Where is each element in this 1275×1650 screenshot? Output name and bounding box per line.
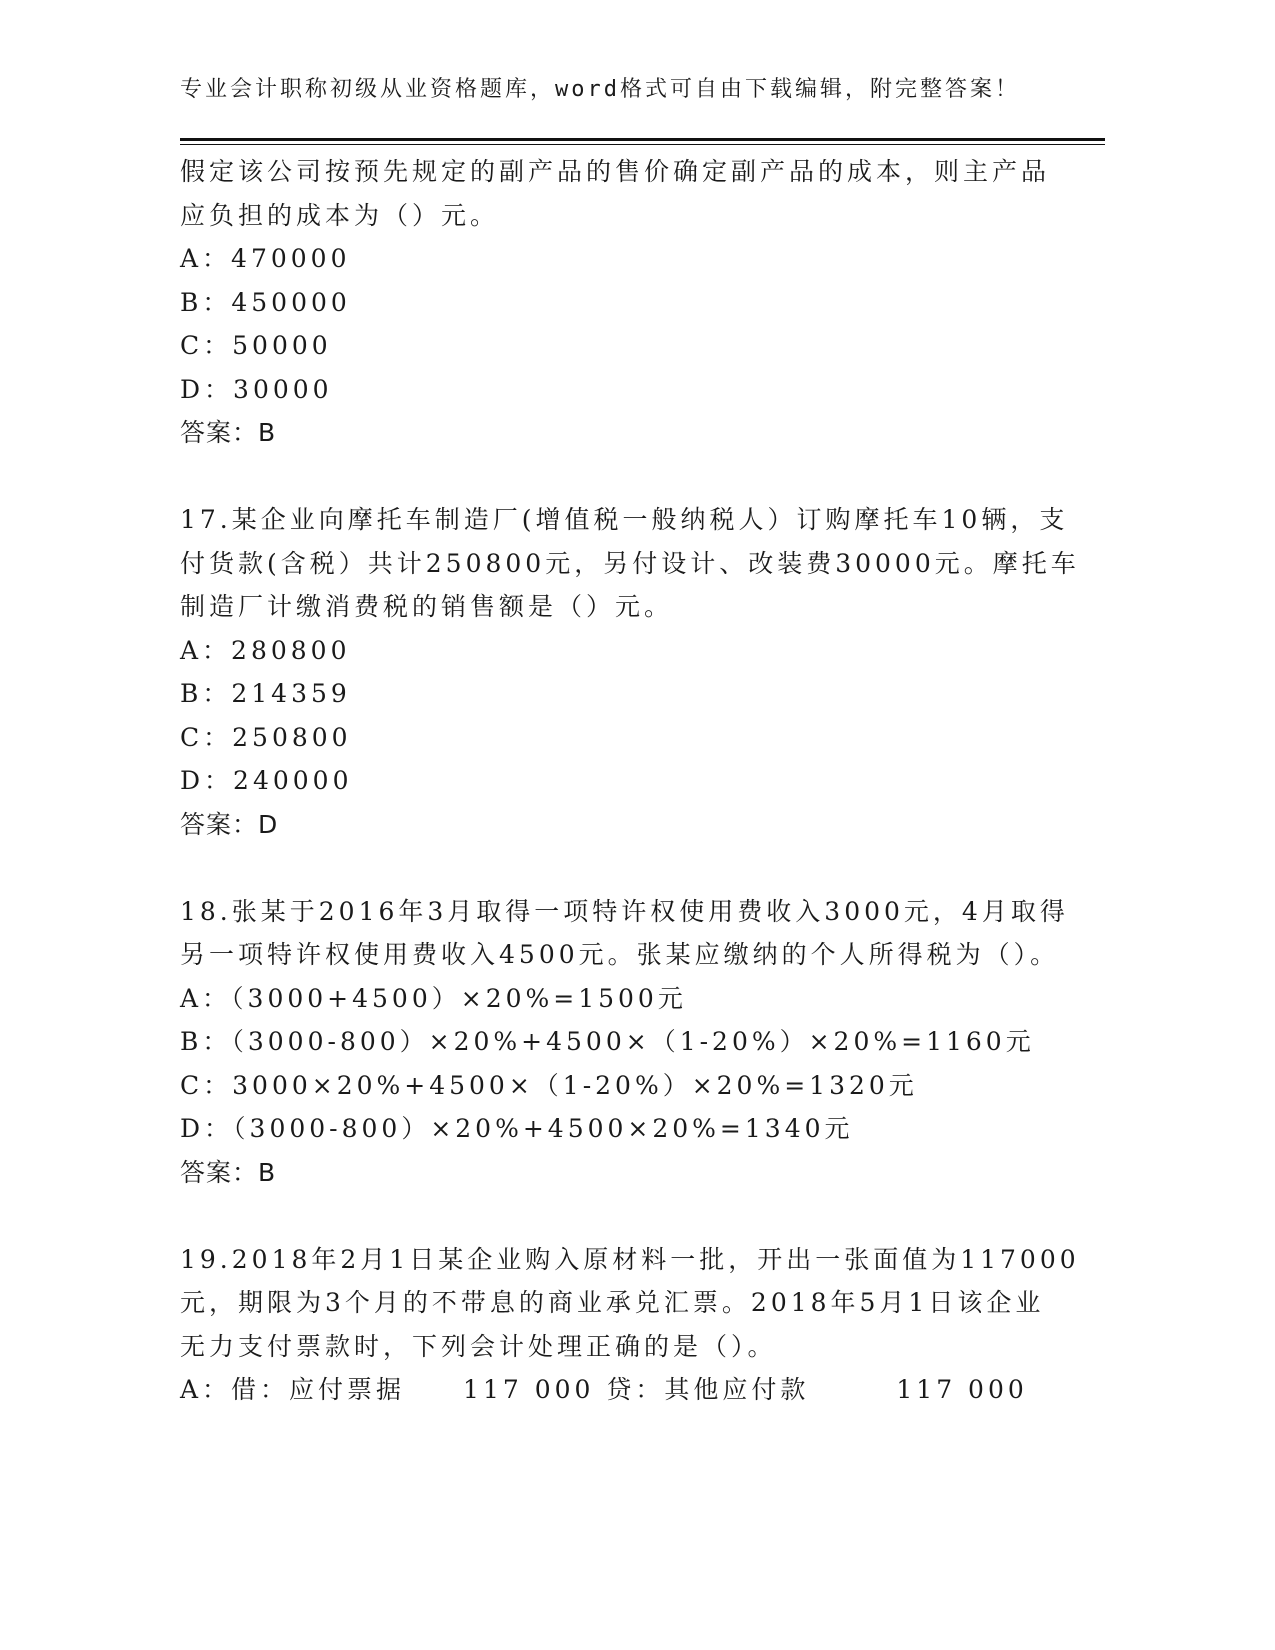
question-16 [180, 150, 1051, 455]
header-rule-thick [180, 138, 1105, 141]
question-stem-line: 付货款(含税）共计250800元，另付设计、改装费30000元。摩托车 [180, 548, 1080, 578]
option-a: A：借：应付票据 117 000 贷：其他应付款 117 000 [180, 1375, 1028, 1404]
option-c: C：250800 [180, 722, 352, 752]
question-stem-line: 另一项特许权使用费收入4500元。张某应缴纳的个人所得税为（）。 [180, 940, 1060, 969]
question-18 [180, 890, 1069, 1195]
spacer [180, 455, 1040, 499]
header-rule-thin [180, 144, 1105, 145]
question-stem-line: 19.2018年2月1日某企业购入原材料一批，开出一张面值为117000 [180, 1244, 1080, 1274]
option-b: B：214359 [180, 679, 351, 708]
option-d: D：（3000-800）×20%+4500×20%=1340元 [180, 1114, 854, 1143]
option-a: A：280800 [180, 635, 351, 665]
answer-label: 答案：D [180, 809, 279, 839]
answer-label: 答案：B [180, 1157, 277, 1187]
option-d: D：240000 [180, 766, 353, 795]
question-stem-line: 制造厂计缴消费税的销售额是（）元。 [180, 592, 674, 621]
spacer [180, 846, 1040, 890]
option-d: D：30000 [180, 374, 333, 404]
option-c: C：50000 [180, 331, 332, 360]
option-b: B：450000 [180, 287, 351, 317]
question-list [180, 150, 1080, 1412]
question-stem-line: 元，期限为3个月的不带息的商业承兑汇票。2018年5月1日该企业 [180, 1288, 1045, 1317]
question-19 [180, 1238, 1080, 1412]
question-stem-line: 18.张某于2016年3月取得一项特许权使用费收入3000元，4月取得 [180, 896, 1069, 926]
option-b: B：（3000-800）×20%+4500×（1-20%）×20%=1160元 [180, 1027, 1035, 1056]
question-stem-line: 17.某企业向摩托车制造厂(增值税一般纳税人）订购摩托车10辆，支 [180, 505, 1069, 534]
option-a: A：（3000+4500）×20%=1500元 [180, 983, 687, 1013]
question-17 [180, 498, 1080, 846]
document-header: 专业会计职称初级从业资格题库，word格式可自由下载编辑，附完整答案！ [180, 77, 1020, 102]
option-c: C：3000×20%+4500×（1-20%）×20%=1320元 [180, 1070, 918, 1100]
question-stem-line: 无力支付票款时，下列会计处理正确的是（）。 [180, 1331, 777, 1361]
question-stem-line: 假定该公司按预先规定的副产品的售价确定副产品的成本，则主产品 [180, 157, 1051, 186]
option-a: A：470000 [180, 244, 351, 273]
spacer [180, 1194, 1040, 1238]
answer-label: 答案：B [180, 418, 277, 447]
question-stem-line: 应负担的成本为（）元。 [180, 200, 500, 230]
